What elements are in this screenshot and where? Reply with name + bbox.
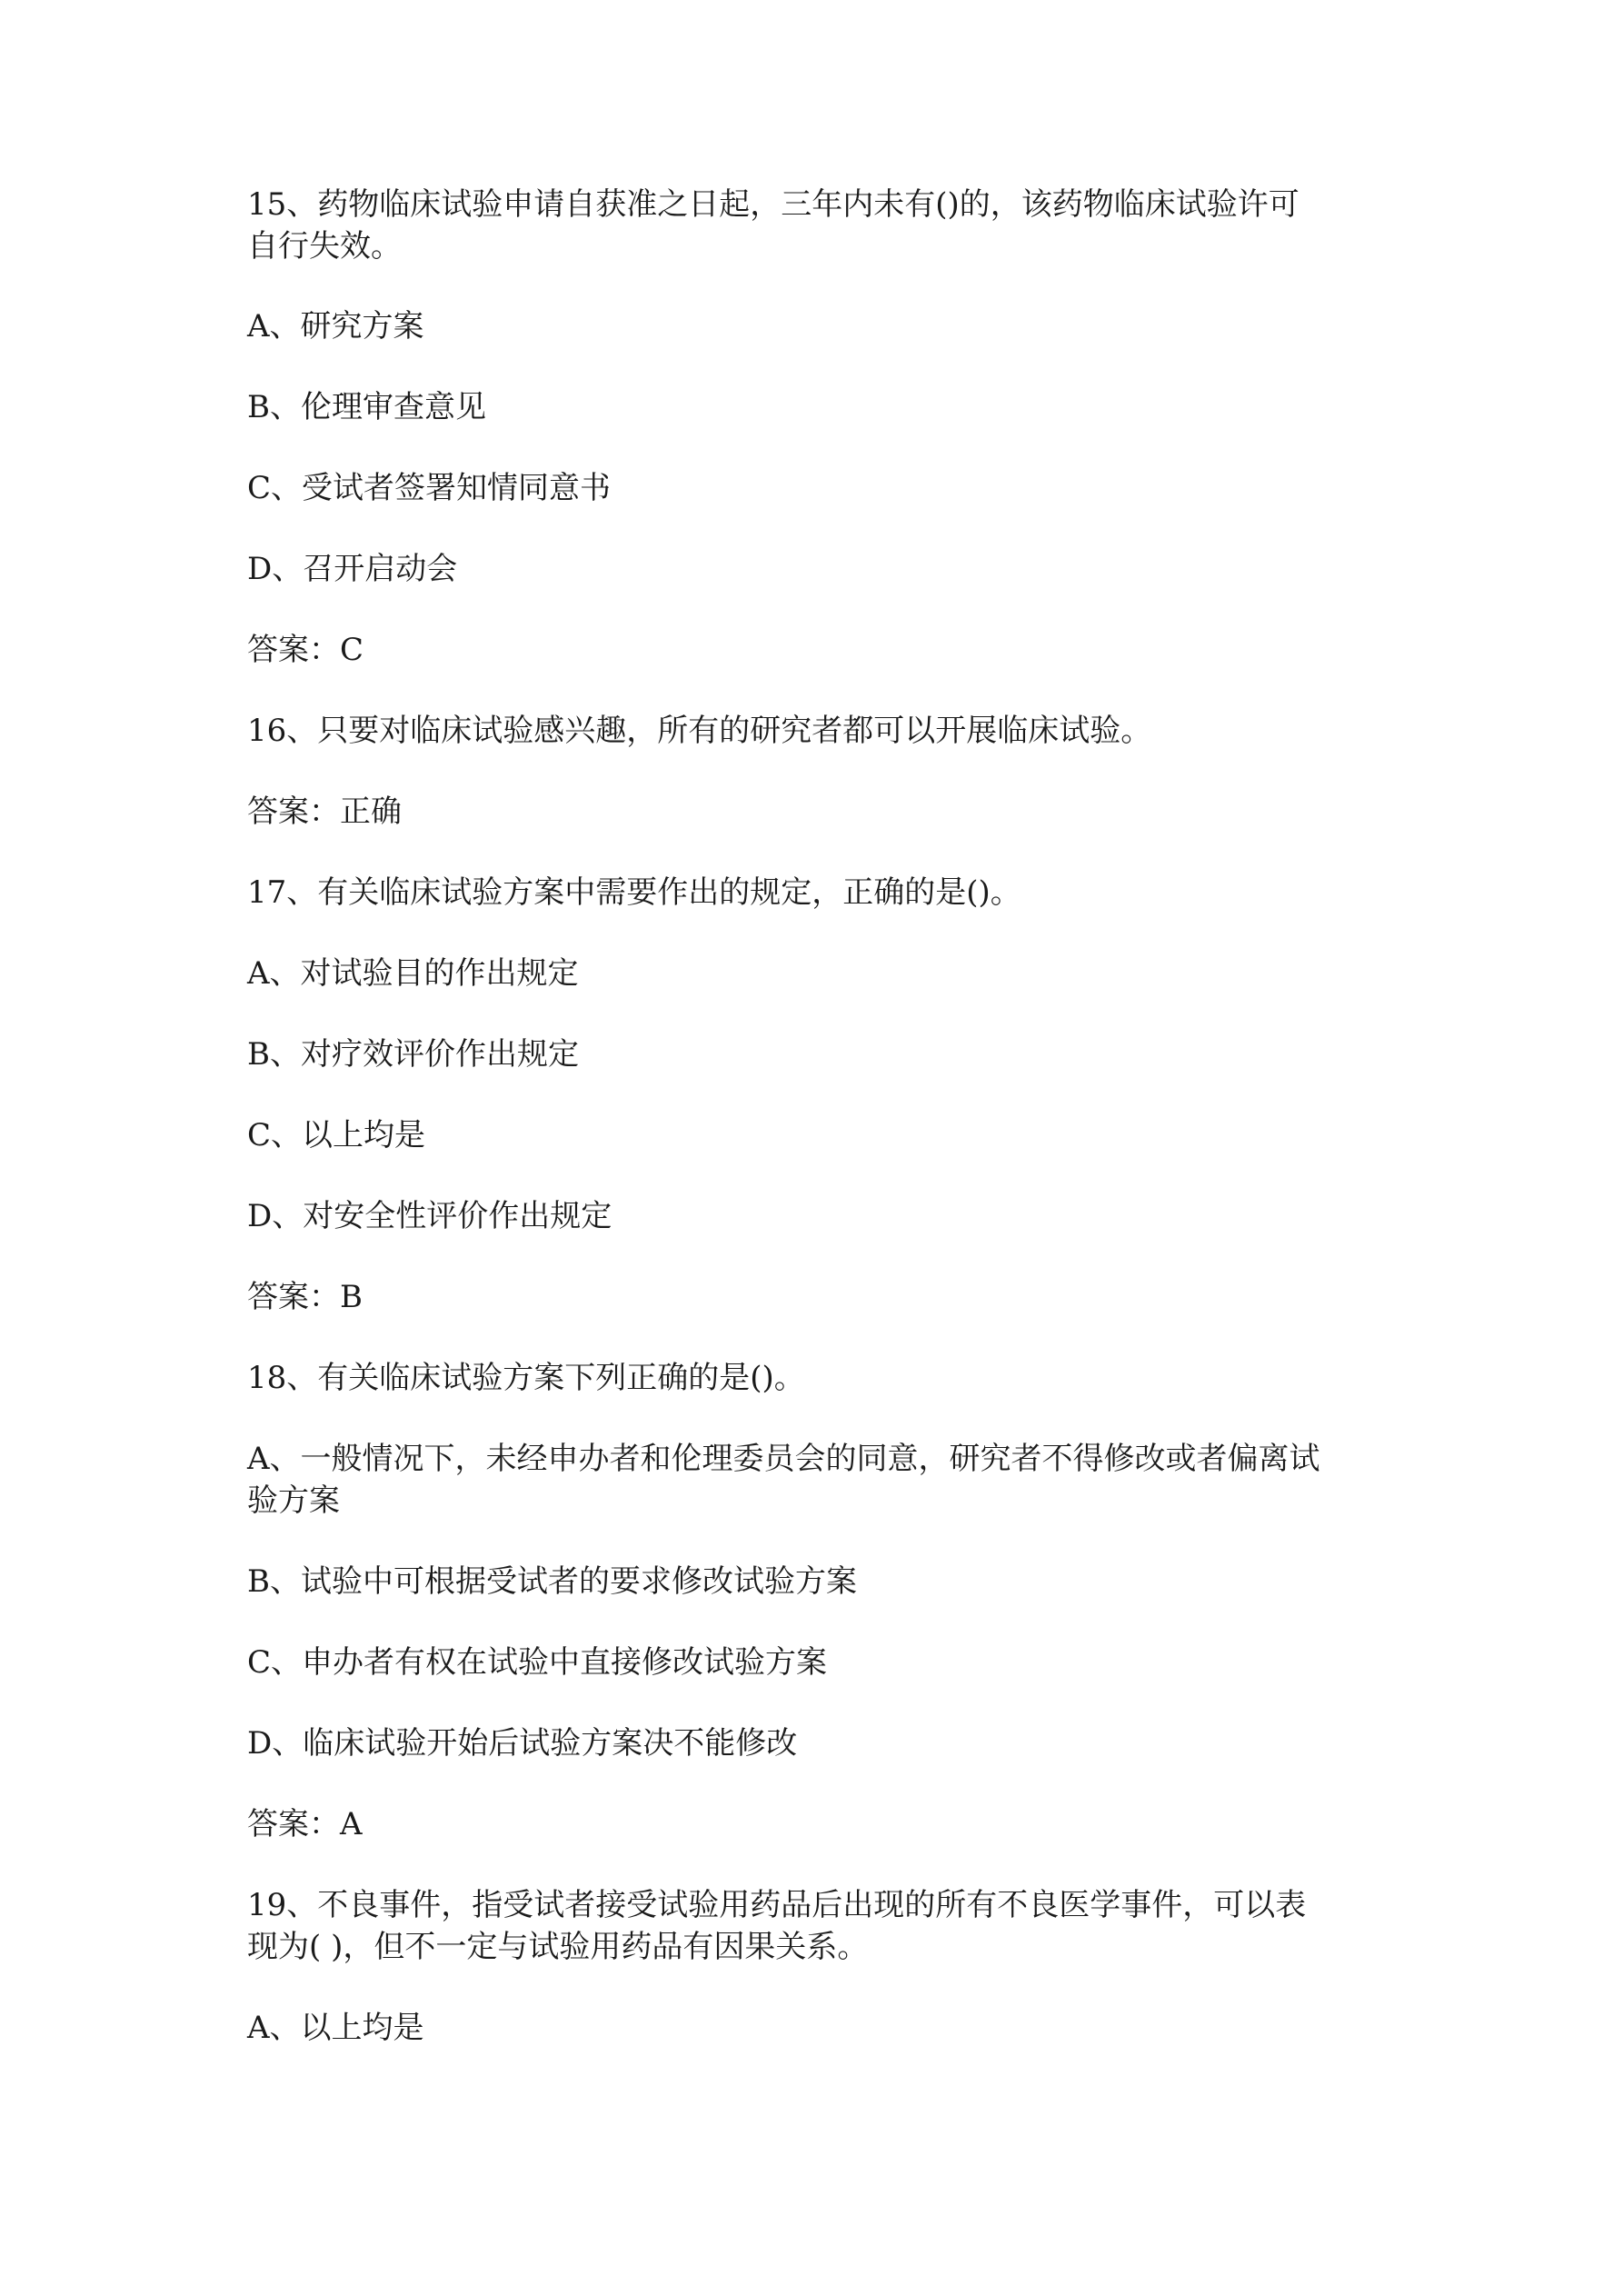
- question-17-option-a: A、对试验目的作出规定: [247, 955, 579, 992]
- question-18-option-a-line-2: 验方案: [247, 1482, 340, 1519]
- question-19-option-a: A、以上均是: [247, 2010, 424, 2046]
- question-15-stem-line-2: 自行失效。: [247, 228, 402, 265]
- question-18-option-b: B、试验中可根据受试者的要求修改试验方案: [247, 1563, 857, 1600]
- question-17-answer: 答案：B: [247, 1279, 363, 1315]
- question-17-option-c: C、以上均是: [247, 1117, 426, 1153]
- question-15-option-c: C、受试者签署知情同意书: [247, 470, 612, 506]
- question-17-stem: 17、有关临床试验方案中需要作出的规定，正确的是()。: [247, 874, 1021, 911]
- question-18-answer: 答案：A: [247, 1806, 363, 1842]
- question-19-stem-line-1: 19、不良事件，指受试者接受试验用药品后出现的所有不良医学事件，可以表: [247, 1887, 1307, 1923]
- question-17-option-b: B、对疗效评价作出规定: [247, 1036, 579, 1073]
- question-17-option-d: D、对安全性评价作出规定: [247, 1198, 612, 1234]
- question-18-option-d: D、临床试验开始后试验方案决不能修改: [247, 1725, 798, 1762]
- question-15-option-d: D、召开启动会: [247, 551, 458, 587]
- question-18-option-c: C、申办者有权在试验中直接修改试验方案: [247, 1644, 828, 1681]
- question-15-answer: 答案：C: [247, 632, 364, 668]
- question-18-option-a-line-1: A、一般情况下，未经申办者和伦理委员会的同意，研究者不得修改或者偏离试: [247, 1441, 1320, 1477]
- question-19-stem-line-2: 现为( )，但不一定与试验用药品有因果关系。: [247, 1929, 869, 1965]
- question-18-stem: 18、有关临床试验方案下列正确的是()。: [247, 1360, 805, 1396]
- question-15-option-b: B、伦理审查意见: [247, 389, 486, 425]
- question-15-stem-line-1: 15、药物临床试验申请自获准之日起，三年内未有()的，该药物临床试验许可: [247, 186, 1299, 223]
- question-16-answer: 答案：正确: [247, 794, 402, 830]
- question-16-stem: 16、只要对临床试验感兴趣，所有的研究者都可以开展临床试验。: [247, 713, 1152, 749]
- question-15-option-a: A、研究方案: [247, 308, 424, 344]
